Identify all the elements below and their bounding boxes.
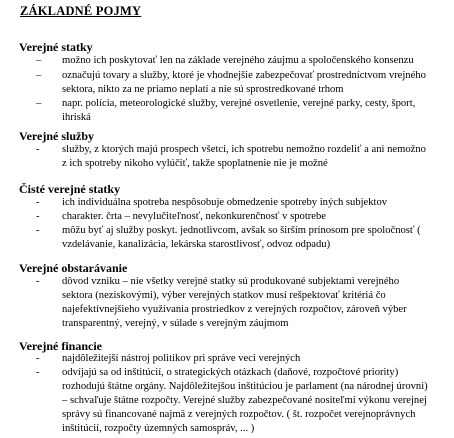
list-item-text: ihriská — [62, 112, 91, 123]
section-heading: Verejné financie — [19, 339, 102, 353]
list-item-text: sektora (neziskovými), výber verejných statkov musí rešpektovať kritériá čo — [62, 290, 386, 301]
list-bullet: - — [36, 211, 40, 222]
list-item-text: ich individuálna spotreba nespôsobuje obmedzenie spotreby iných subjektov — [62, 197, 388, 208]
list-item-text: – schvaľuje štátne rozpočty. Verejné služby zabezpečované nositeľmi výkonu verejnej — [62, 395, 427, 406]
list-item-text: vzdelávanie, kanalizácia, lekárska starostlivosť, odvoz odpadu) — [62, 239, 331, 250]
list-bullet: - — [36, 144, 40, 155]
section-heading: Verejné statky — [19, 40, 93, 54]
list-item-text: z ich spotreby nikoho vylúčiť, takže spoplatnenie nie je možné — [62, 158, 328, 169]
list-bullet: - — [36, 276, 40, 287]
list-bullet: - — [36, 197, 40, 208]
list-item-text: sektora, nikto za ne priamo neplatí a nie sú sprostredkované trhom — [62, 84, 344, 95]
list-item-text: môžu byť aj služby poskyt. jednotlivcom, avšak so širším prínosom pre spoločnosť ( — [62, 225, 421, 236]
list-item-text: rozhodujú štátne orgány. Najdôležitejšou inštitúciou je parlament (na národnej úrovni) — [62, 381, 428, 392]
list-bullet: - — [36, 225, 40, 236]
list-bullet: – — [36, 98, 42, 109]
list-item-text: inštitúcií, rozpočty územných samospráv, ... ) — [62, 423, 255, 434]
list-bullet: - — [36, 353, 40, 364]
list-item-text: najefektívnejšieho využívania prostriedkov z verejných rozpočtov, zároveň výber — [62, 304, 407, 315]
list-item-text: napr. polícia, meteorologické služby, verejné osvetlenie, verejné parky, cesty, šport, — [62, 98, 416, 109]
section-heading: Verejné služby — [19, 129, 94, 143]
list-item-text: charakter. črta – nevylučiteľnosť, nekonkurenčnosť v spotrebe — [62, 211, 326, 222]
list-item-text: transparentný, verejný, v súlade s verejným záujmom — [62, 318, 289, 329]
list-item-text: služby, z ktorých majú prospech všetci, ich spotrebu nemožno rozdeliť a ani nemožno — [62, 144, 426, 155]
list-item-text: dôvod vzniku – nie všetky verejné statky sú produkované subjektami verejného — [62, 276, 400, 287]
list-item-text: odvíjajú sa od inštitúcií, o strategických otázkach (daňové, rozpočtové priority) — [62, 367, 399, 378]
list-bullet: – — [36, 70, 42, 81]
list-bullet: – — [36, 55, 42, 66]
list-bullet: - — [36, 367, 40, 378]
list-item-text: najdôležitejší nástroj politikov pri správe veci verejných — [62, 353, 301, 364]
list-item-text: správy sú financované najmä z verejných rozpočtov. ( št. rozpočet verejnoprávnych — [62, 409, 416, 420]
list-item-text: označujú tovary a služby, ktoré je vhodnejšie zabezpečovať prostredníctvom vrejného — [62, 70, 426, 81]
section-heading: Verejné obstarávanie — [19, 261, 128, 275]
list-item-text: možno ich poskytovať len na základe verejného záujmu a spoločenského konsenzu — [62, 55, 414, 66]
section-heading: Čisté verejné statky — [19, 182, 121, 196]
page-title: ZÁKLADNÉ POJMY — [20, 4, 142, 18]
